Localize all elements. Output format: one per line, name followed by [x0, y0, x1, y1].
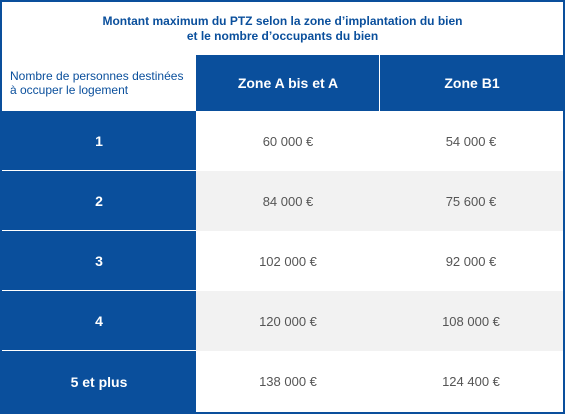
row-label: 2	[2, 171, 196, 231]
row-label: 3	[2, 231, 196, 291]
table-row	[2, 171, 563, 231]
row-label: 1	[2, 111, 196, 171]
cell-zone-a: 60 000 €	[262, 133, 314, 149]
table-row	[2, 111, 563, 171]
cell-zone-a: 102 000 €	[259, 253, 317, 269]
header-zone-a: Zone A bis et A	[237, 75, 339, 91]
table-row	[2, 291, 563, 351]
table-title	[2, 2, 563, 55]
table-row	[2, 231, 563, 291]
cell-zone-a: 120 000 €	[259, 313, 317, 329]
cell-zone-b1: 75 600 €	[445, 193, 497, 209]
cell-zone-a: 138 000 €	[259, 374, 317, 389]
row-label: 4	[2, 291, 196, 351]
cell-zone-b1: 54 000 €	[445, 133, 497, 149]
table-row	[2, 351, 563, 412]
cell-zone-b1: 92 000 €	[445, 253, 497, 269]
cell-zone-b1: 108 000 €	[442, 313, 500, 329]
header-occupants-line1: Nombre de personnes destinées	[10, 69, 184, 83]
row-label: 5 et plus	[2, 351, 196, 412]
cell-zone-a: 84 000 €	[262, 193, 314, 209]
header-row	[2, 55, 563, 111]
table-title-line1: Montant maximum du PTZ selon la zone d’implantation du bien	[102, 13, 463, 28]
header-occupants-line2: à occuper le logement	[10, 83, 129, 97]
cell-zone-b1: 124 400 €	[442, 374, 500, 389]
table-title-line2: et le nombre d’occupants du bien	[186, 28, 379, 43]
header-occupants	[2, 55, 196, 111]
header-zone-b1: Zone B1	[379, 55, 564, 111]
